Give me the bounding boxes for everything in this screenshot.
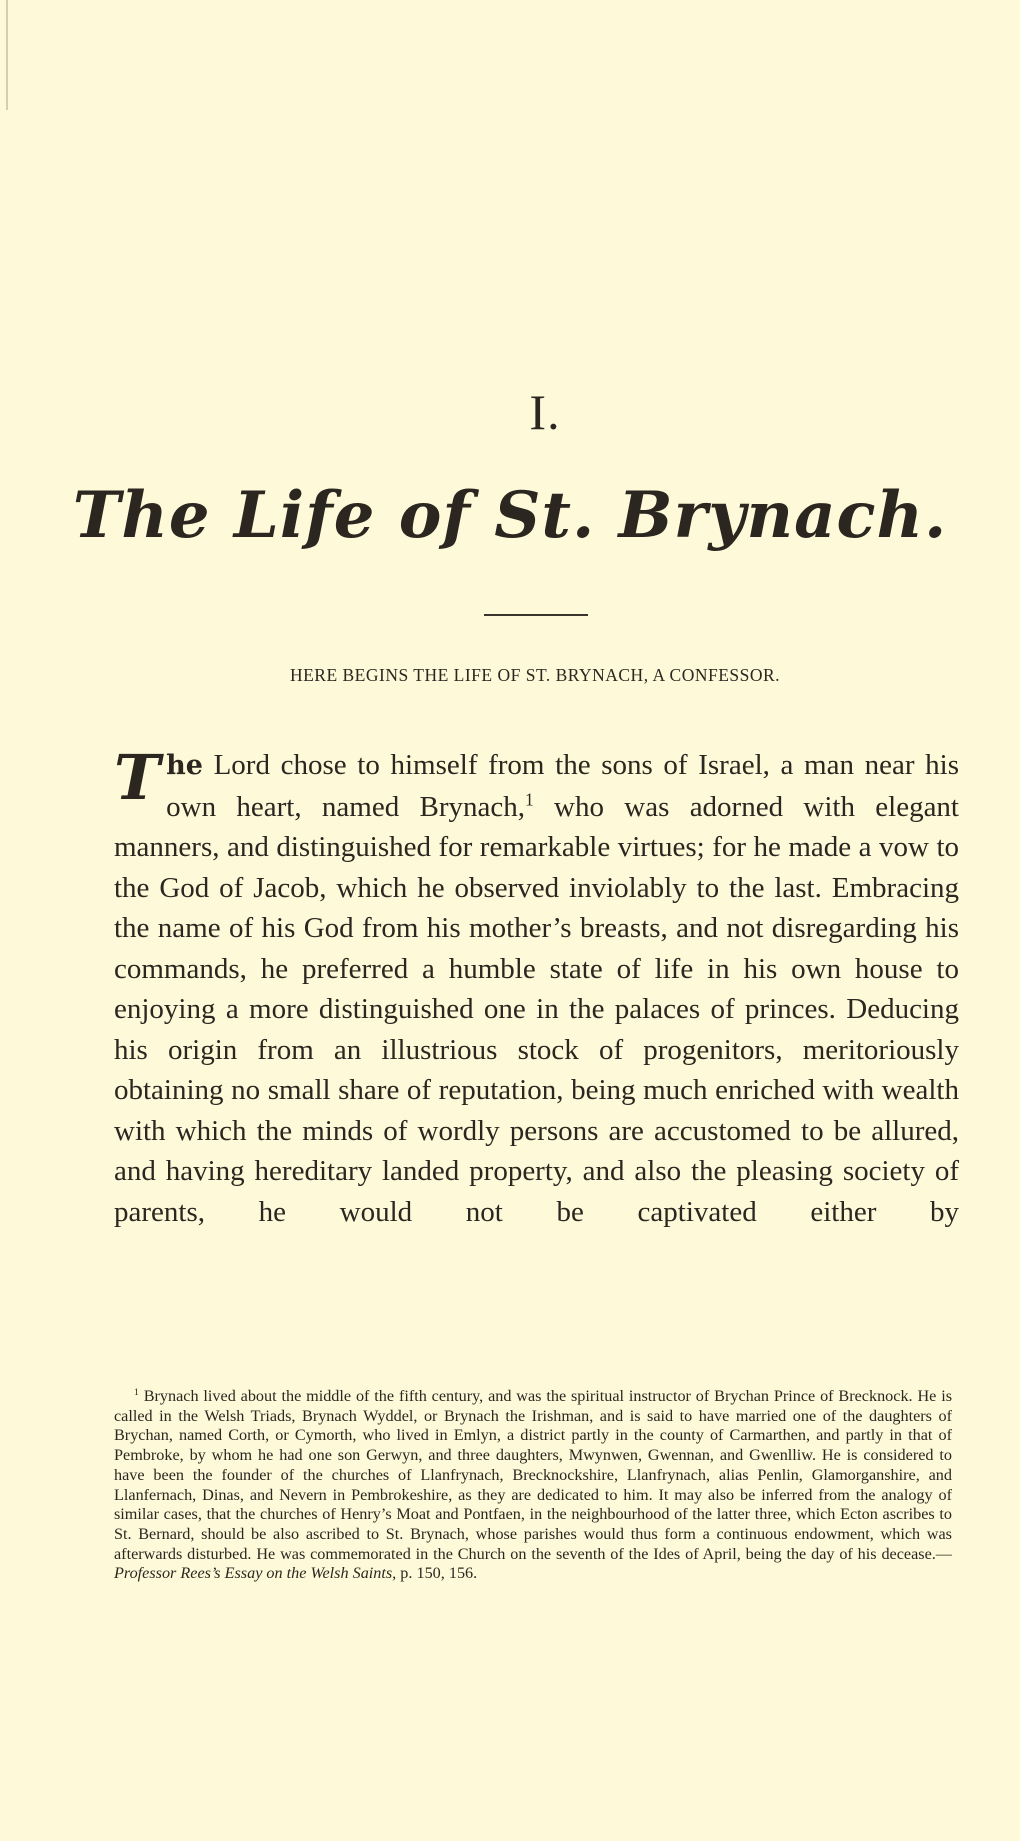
footnote [114, 1387, 952, 1584]
title-divider [484, 614, 588, 616]
footnote-text: Brynach lived about the middle of the fifth century, and was the spiritual instructor of Brychan Prince of Brecknock. He is called in the Welsh Triads, Brynach Wyddel, or Brynach the Irishman, and is said to have married one of the daughters of Brychan, named Corth, or Cymorth, who lived in Emlyn, a district partly in the county of Carmarthen, and partly in that of Pembroke, by whom he had one son Gerwyn, and three daughters, Mwynwen, Gwennan, and Gwenlliw. He is considered to have been the founder of the churches of Llanfrynach, Brecknockshire, Llanfrynach, alias Penlin, Glamorganshire, and Llanfernach, Dinas, and Nevern in Pembrokeshire, as they are dedicated to him. It may also be inferred from the analogy of similar cases, that the churches of Henry’s Moat and Pontfaen, in the neighbourhood of the latter three, which Ecton ascribes to St. Bernard, should be also ascribed to St. Brynach, whose parishes would thus form a continuous endowment, which was afterwards disturbed. He was commemorated in the Church on the seventh of the Ides of April, being the day of his decease.— [114, 1387, 952, 1563]
chapter-title: The Life of St. Brynach. [72, 478, 948, 553]
footnote-pages: p. 150, 156. [396, 1564, 478, 1583]
footnote-source: Professor Rees’s Essay on the Welsh Saints, [114, 1564, 397, 1583]
footnote-reference[interactable]: 1 [525, 789, 534, 810]
body-paragraph [114, 741, 959, 1232]
body-text-part-1: Lord chose to himself from the sons of Israel, a man near his own heart, named Brynach, [166, 749, 959, 823]
chapter-numeral: I. [529, 384, 561, 440]
section-heading: HERE BEGINS THE LIFE OF ST. BRYNACH, A CONFESSOR. [289, 665, 781, 685]
body-text-part-2: who was adorned with elegant manners, and distinguished for remarkable virtues; for he made a vow to the God of Jacob, which he observed inviolably to the last. Embracing the name of his God from his mother’s breasts, and not disregarding his commands, he preferred a humble state of life in his own house to enjoying a more distinguished one in the palaces of princes. Deducing his origin from an illustrious stock of progenitors, meritoriously obtaining no small share of reputation, being much enriched with wealth with which the minds of wordly persons are accustomed to be allured, and having hereditary landed property, and also the pleasing society of parents, he would not be captivated either by [114, 790, 959, 1228]
first-word-rest: he [166, 750, 203, 781]
page-edge-shadow [6, 0, 8, 110]
drop-cap: T [114, 741, 161, 814]
footnote-marker: 1 [134, 1387, 139, 1399]
